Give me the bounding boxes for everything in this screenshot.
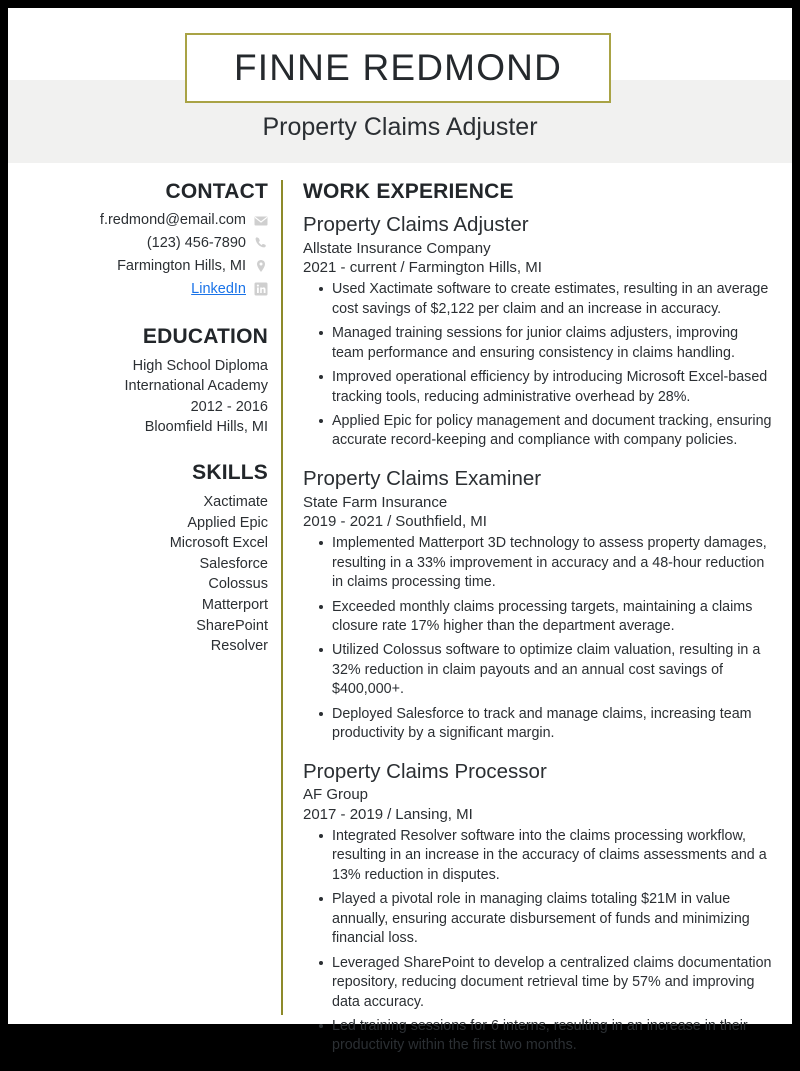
job-dates: 2017 - 2019 (303, 805, 384, 823)
job-entry (303, 212, 773, 451)
job-location: Farmington Hills, MI (408, 259, 542, 277)
education-location: Bloomfield Hills, MI (144, 419, 268, 436)
column-divider (281, 180, 283, 1015)
linkedin-link[interactable]: LinkedIn (191, 280, 246, 297)
skills-section (30, 461, 268, 657)
linkedin-icon[interactable] (254, 282, 268, 296)
skills-heading: SKILLS (192, 460, 268, 484)
skill-item: Colossus (208, 576, 268, 593)
work-experience-section (303, 180, 773, 1071)
skill-item: Xactimate (203, 494, 268, 511)
job-bullet-list (303, 280, 773, 451)
education-school: International Academy (124, 378, 268, 395)
education-section (30, 325, 268, 438)
email-text: f.redmond@email.com (99, 212, 246, 229)
job-meta (303, 512, 773, 532)
job-meta-separator: / (387, 513, 392, 530)
work-experience-heading: WORK EXPERIENCE (303, 180, 514, 203)
job-bullet-list (303, 827, 773, 1056)
envelope-icon (254, 214, 268, 228)
job-bullet: Managed training sessions for junior claims adjusters, improving team performance and ensuring consistency in claims handling. (303, 324, 773, 363)
job-company: AF Group (303, 786, 369, 804)
job-location: Lansing, MI (395, 805, 473, 823)
job-dates: 2021 - current (303, 259, 397, 277)
job-bullet: Deployed Salesforce to track and manage claims, increasing team productivity by a significant margin. (303, 705, 773, 744)
skill-item: Salesforce (199, 555, 268, 572)
location-pin-icon (254, 259, 268, 273)
job-bullet: Used Xactimate software to create estimates, resulting in an average cost savings of $2,122 per claim and an increase in accuracy. (303, 280, 773, 319)
job-bullet: Applied Epic for policy management and document tracking, ensuring accurate record-keeping and compliance with company policies. (303, 412, 773, 451)
candidate-job-title: Property Claims Adjuster (262, 113, 538, 141)
resume-page (8, 8, 792, 1054)
job-meta-separator: / (400, 259, 405, 277)
candidate-name: FINNE REDMOND (233, 47, 563, 88)
job-bullet: Utilized Colossus software to optimize claim valuation, resulting in a 32% reduction in claim payouts and an annual cost savings of $400,000+. (303, 641, 773, 699)
contact-item-linkedin[interactable] (30, 280, 268, 299)
job-bullet: Led training sessions for 6 interns, resulting in an increase in their productivity within the first two months. (303, 1017, 773, 1056)
education-degree: High School Diploma (132, 357, 268, 374)
job-bullet: Exceeded monthly claims processing targets, maintaining a claims closure rate 17% higher than the department average. (303, 598, 773, 637)
job-role: Property Claims Processor (303, 759, 547, 783)
job-company: Allstate Insurance Company (303, 239, 491, 257)
contact-item-phone (30, 234, 268, 253)
job-meta (303, 805, 773, 825)
job-location: Southfield, MI (395, 513, 487, 530)
phone-text: (123) 456-7890 (146, 234, 246, 251)
skill-item: Resolver (210, 638, 268, 655)
sidebar (30, 180, 268, 680)
skill-item: Microsoft Excel (169, 535, 268, 552)
job-bullet: Implemented Matterport 3D technology to assess property damages, resulting in a 33% improvement in accuracy and a 48-hour reduction in claims processing time. (303, 534, 773, 592)
job-meta (303, 258, 773, 278)
job-role: Property Claims Adjuster (303, 213, 529, 236)
skill-item: Matterport (201, 597, 268, 613)
job-bullet-list (303, 534, 773, 743)
job-role: Property Claims Examiner (303, 466, 542, 490)
contact-item-location (30, 257, 268, 276)
location-text: Farmington Hills, MI (117, 257, 246, 274)
job-meta-separator: / (387, 805, 392, 823)
job-bullet: Improved operational efficiency by introducing Microsoft Excel-based tracking tools, reducing administrative overhead by 28%. (303, 368, 773, 407)
job-bullet: Integrated Resolver software into the claims processing workflow, resulting in an increase in the accuracy of claims assessments and a 13% reduction in disputes. (303, 827, 773, 885)
skill-item: SharePoint (196, 617, 268, 634)
job-company: State Farm Insurance (303, 493, 448, 511)
job-entry (303, 759, 773, 1056)
contact-section (30, 180, 268, 299)
job-bullet: Leveraged SharePoint to develop a centralized claims documentation repository, reducing document retrieval time by 57% and improving data accuracy. (303, 954, 773, 1012)
job-dates: 2019 - 2021 (303, 513, 384, 530)
phone-icon (254, 236, 268, 250)
education-heading: EDUCATION (142, 324, 268, 348)
education-dates: 2012 - 2016 (190, 398, 268, 415)
contact-item-email (30, 211, 268, 230)
job-entry (303, 466, 773, 744)
skill-item: Applied Epic (187, 514, 268, 531)
contact-heading: CONTACT (165, 180, 268, 203)
name-box (185, 33, 611, 103)
job-bullet: Played a pivotal role in managing claims totaling $21M in value annually, ensuring accurate disbursement of funds and minimizing financial loss. (303, 890, 773, 948)
